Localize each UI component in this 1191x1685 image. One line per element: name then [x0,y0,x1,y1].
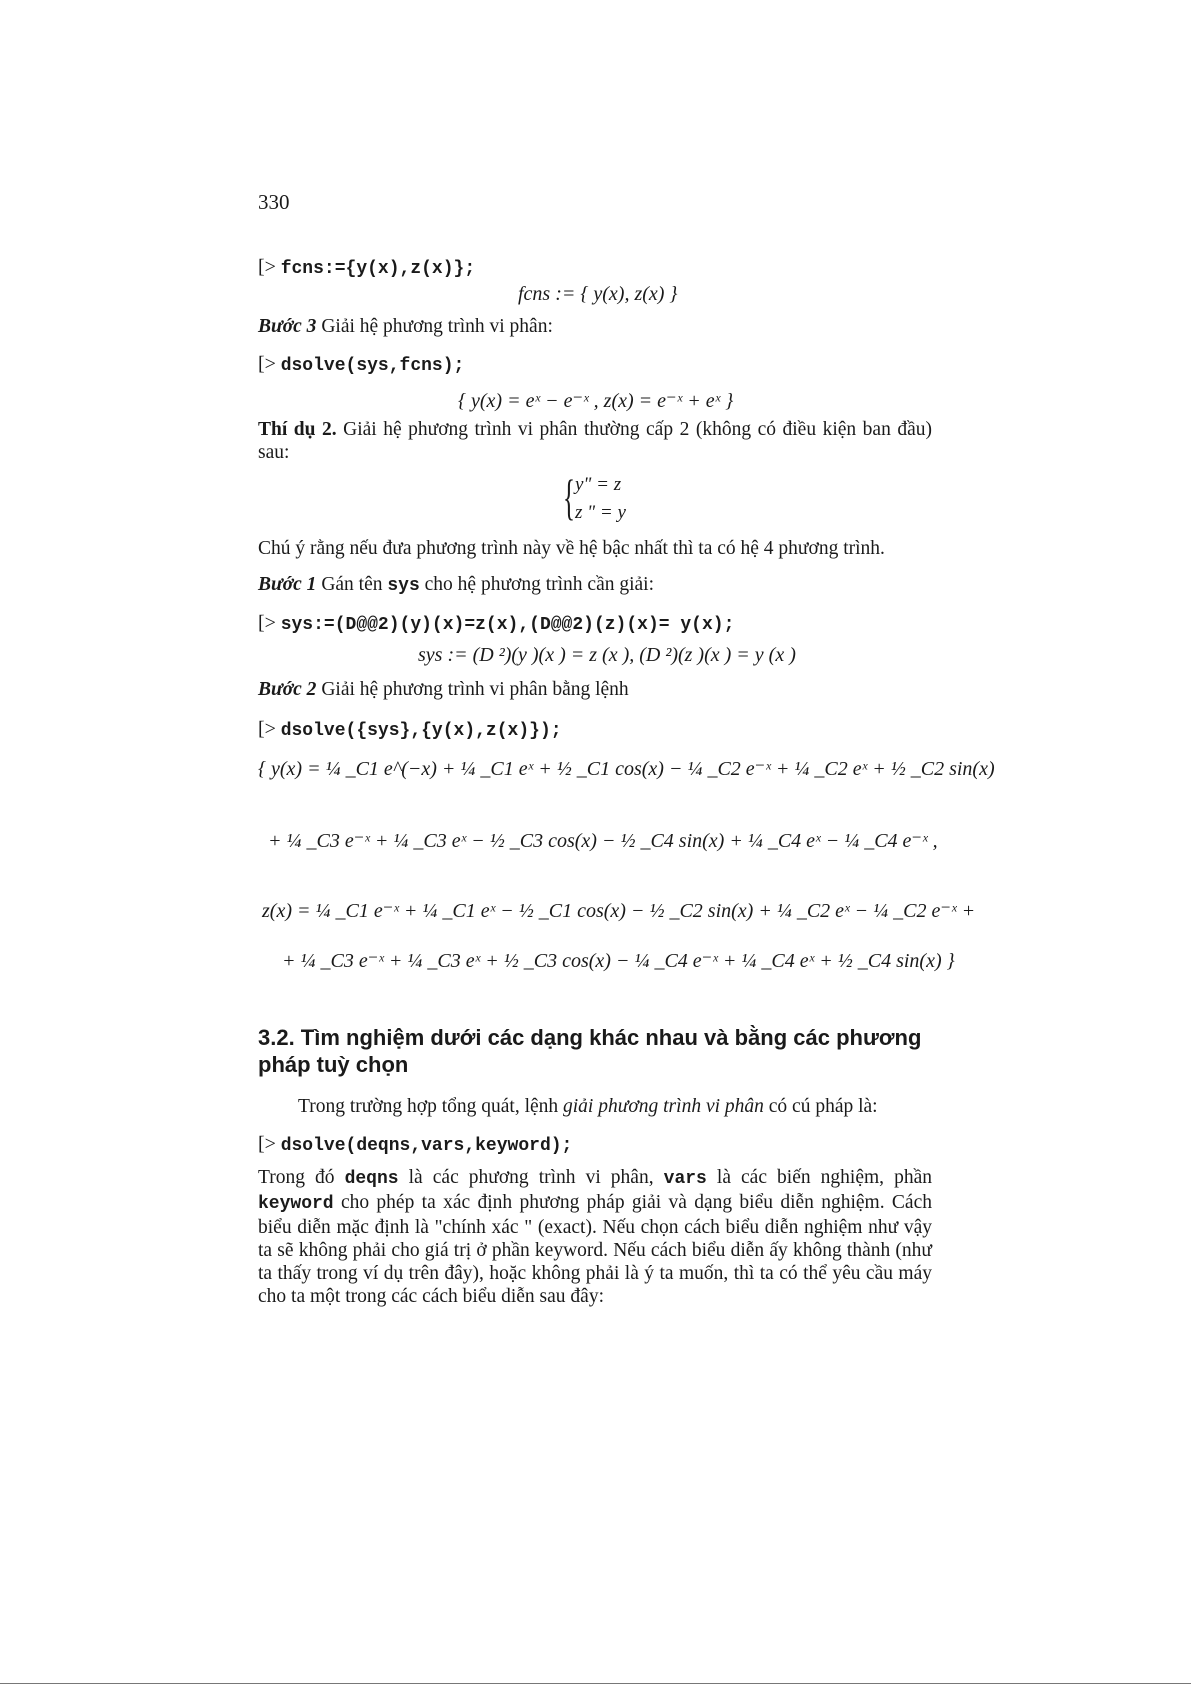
maple-input-dsolve-2 [258,718,562,741]
maple-input-fcns [258,256,475,279]
example2-text: Giải hệ phương trình vi phân thường cấp 2 (không có điều kiện ban đầu) sau: [258,419,932,463]
maple-code: dsolve({sys},{y(x),z(x)}); [280,721,562,741]
maple-prompt: [> [258,1133,276,1155]
explanation-paragraph [258,1166,932,1308]
note-line: Chú ý rằng nếu đưa phương trình này về hệ bậc nhất thì ta có hệ 4 phương trình. [258,538,885,559]
system-eq1: y" = z [575,474,622,495]
step3-label: Bước 3 [258,316,317,337]
solution-line-2: + ¼ _C3 e⁻ˣ + ¼ _C3 eˣ − ½ _C3 cos(x) − ½ _C4 sin(x) + ¼ _C4 eˣ − ¼ _C4 e⁻ˣ , [268,830,938,852]
solution-line-3: z(x) = ¼ _C1 e⁻ˣ + ¼ _C1 eˣ − ½ _C1 cos(x) − ½ _C2 sin(x) + ¼ _C2 eˣ − ¼ _C2 e⁻ˣ + [262,900,976,922]
maple-prompt: [> [258,353,276,375]
step2-text: Giải hệ phương trình vi phân bằng lệnh [316,679,629,700]
explain-t1: Trong đó [258,1167,345,1188]
example2-paragraph [258,418,932,464]
step3-line [258,316,553,338]
intro-before: Trong trường hợp tổng quát, lệnh [298,1096,564,1117]
system-eq2: z " = y [575,502,626,523]
intro-italic: giải phương trình vi phân [563,1096,764,1117]
intro-line [298,1096,878,1118]
maple-code: dsolve(sys,fcns); [280,356,465,376]
maple-code: sys:=(D@@2)(y)(x)=z(x),(D@@2)(z)(x)= y(x); [280,615,735,635]
explain-t2: là các phương trình vi phân, [398,1167,664,1188]
step1-text-before: Gán tên [316,574,388,595]
maple-input-dsolve-1 [258,353,464,376]
ode-system [563,470,643,526]
maple-output-dsolve-1: { y(x) = eˣ − e⁻ˣ , z(x) = e⁻ˣ + eˣ } [458,390,734,412]
intro-after: có cú pháp là: [763,1096,878,1117]
explain-deqns: deqns [344,1169,399,1189]
maple-prompt: [> [258,256,276,278]
step1-line [258,574,654,596]
maple-code: dsolve(deqns,vars,keyword); [280,1136,573,1156]
system-brace: { [563,469,575,525]
step2-line [258,679,629,701]
maple-prompt: [> [258,718,276,740]
explain-t3: là các biến nghiệm, phần [706,1167,932,1188]
maple-code: fcns:={y(x),z(x)}; [280,259,476,279]
maple-input-sys [258,612,734,635]
maple-output-fcns: fcns := { y(x), z(x) } [518,283,678,305]
example2-label: Thí dụ 2. [258,419,337,440]
explain-vars: vars [663,1169,707,1189]
maple-output-sys: sys := (D ²)(y )(x ) = z (x ), (D ²)(z )(x ) = y (x ) [418,644,796,666]
step1-label: Bước 1 [258,574,317,595]
maple-prompt: [> [258,612,276,634]
page-number: 330 [258,190,290,214]
step1-text-after: cho hệ phương trình cần giải: [419,574,655,595]
bottom-rule [0,1683,1191,1684]
explain-t4: cho phép ta xác định phương pháp giải và dạng biểu diễn nghiệm. Cách biểu diễn mặc định là "chính xác " (exact). Nếu chọn cách biểu diễn nghiệm như vậy ta sẽ không phải cho giá trị ở phần keyword. Nếu cách biểu diễn ấy không thành (như ta thấy trong ví dụ trên đây), hoặc không phải là ý ta muốn, thì ta có thể yêu cầu máy cho ta một trong các cách biểu diễn sau đây: [258,1192,932,1307]
step1-code: sys [387,576,420,596]
explain-keyword: keyword [258,1194,334,1214]
solution-line-1: { y(x) = ¼ _C1 e^(−x) + ¼ _C1 eˣ + ½ _C1 cos(x) − ¼ _C2 e⁻ˣ + ¼ _C2 eˣ + ½ _C2 sin(x) [258,758,995,780]
maple-input-syntax [258,1133,572,1156]
solution-line-4: + ¼ _C3 e⁻ˣ + ¼ _C3 eˣ + ½ _C3 cos(x) − ¼ _C4 e⁻ˣ + ¼ _C4 eˣ + ½ _C4 sin(x) } [282,950,955,972]
step3-text: Giải hệ phương trình vi phân: [316,316,553,337]
section-heading: 3.2. Tìm nghiệm dưới các dạng khác nhau và bằng các phương pháp tuỳ chọn [258,1025,922,1077]
step2-label: Bước 2 [258,679,317,700]
